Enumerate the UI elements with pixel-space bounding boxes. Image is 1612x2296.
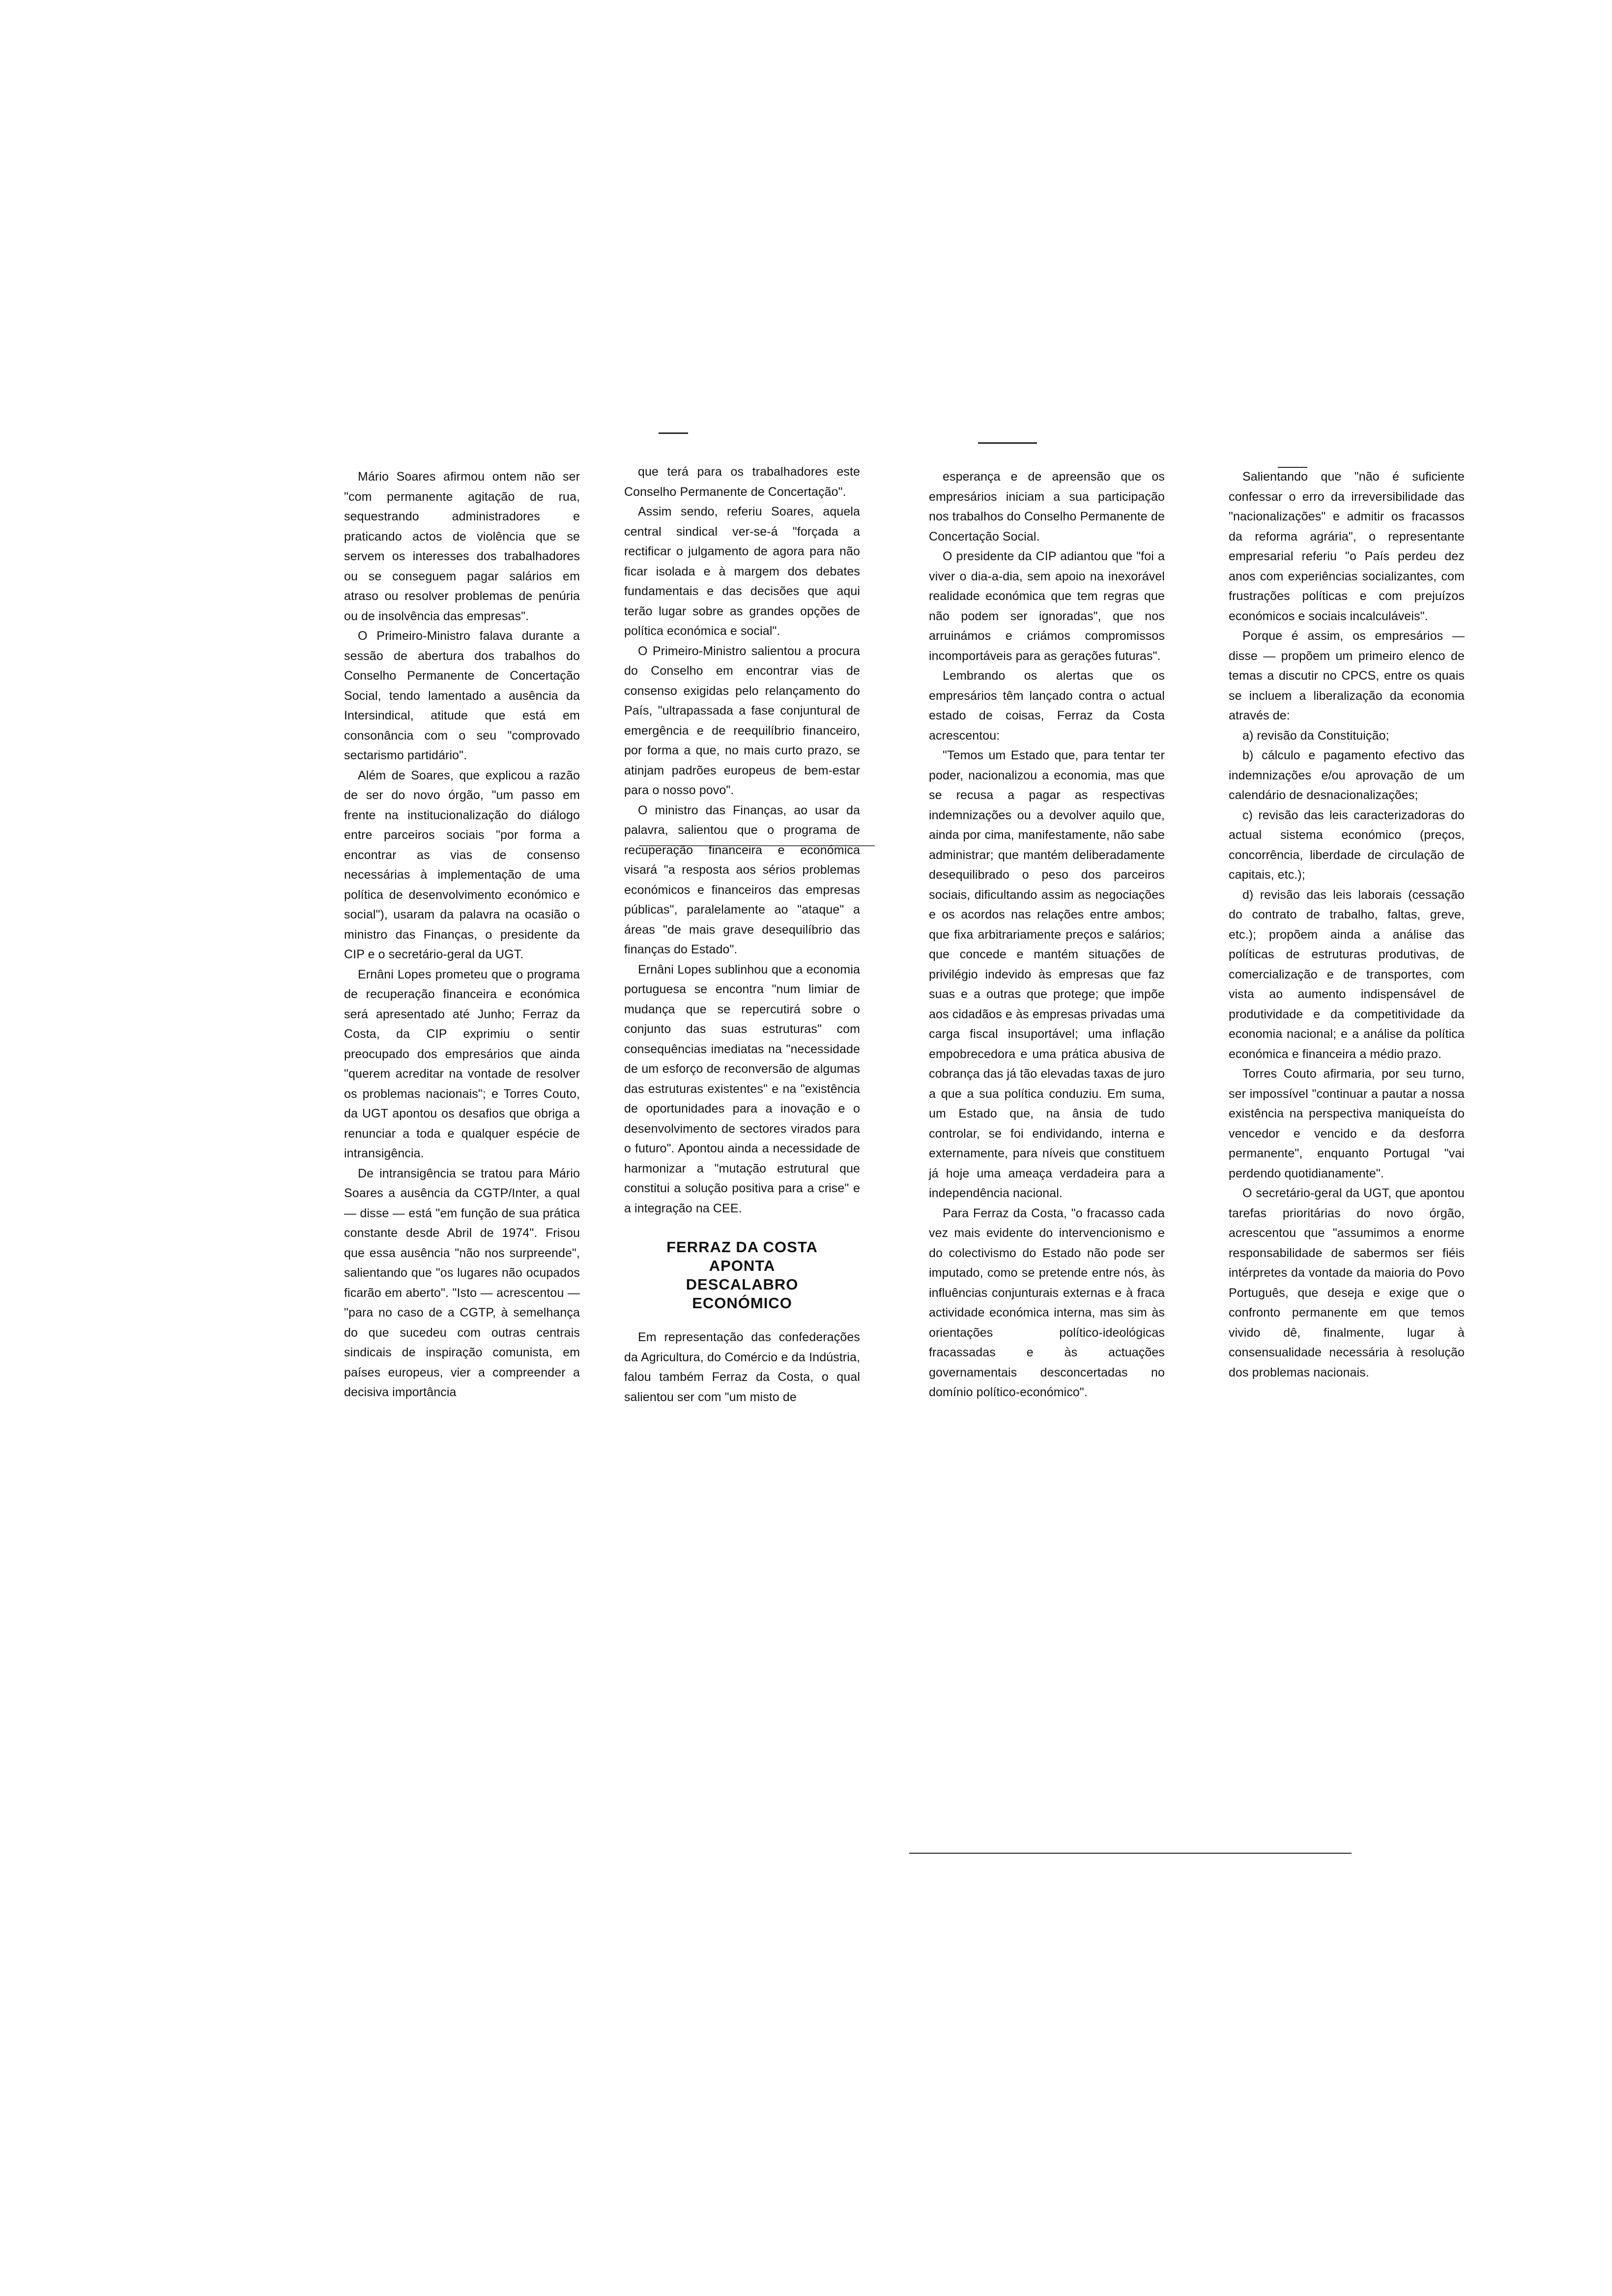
paragraph: De intransigência se tratou para Mário Soares a ausência da CGTP/Inter, a qual — disse — está "em função de sua prática constante desde Abril de 1974". Frisou que essa ausência "não nos surpreende", salientando que "os lugares não ocupados ficarão em aberto". "Isto — acrescentou — "para no caso de a CGTP, à semelhança do que sucedeu com outras centrais sindicais de inspiração comunista, em países europeus, vier a compreender a decisiva importância: [344, 1166, 580, 1399]
article-column-1: [344, 467, 580, 1403]
headline-line: DESCALABRO ECONÓMICO: [686, 1276, 799, 1312]
paragraph: O Primeiro-Ministro falava durante a sessão de abertura dos trabalhos do Conselho Permanente de Concertação Social, tendo lamentado a ausência da Intersindical, atitude que está em consonância com o seu "comprovado sectarismo partidário".: [344, 629, 580, 762]
list-item: b) cálculo e pagamento efectivo das indemnizações e/ou aprovação de um calendário de desnacionalizações;: [1229, 748, 1465, 802]
newspaper-clipping: [344, 423, 1465, 1877]
rule-bottom: [909, 1853, 1352, 1854]
paragraph: Ernâni Lopes prometeu que o programa de recuperação financeira e económica será apresentado até Junho; Ferraz da Costa, da CIP exprimiu o sentir preocupado dos empresários que ainda "querem acreditar na vontade de resolver os problemas nacionais"; e Torres Couto, da UGT apontou os desafios que obriga a renunciar a toda e qualquer espécie de intransigência.: [344, 967, 580, 1160]
paragraph: Lembrando os alertas que os empresários têm lançado contra o actual estado de coisas, Ferraz da Costa acrescentou:: [929, 669, 1165, 743]
paragraph: "Temos um Estado que, para tentar ter poder, nacionalizou a economia, mas que se recusa a pagar as respectivas indemnizações ou a devolver aquilo que, ainda por cima, manifestamente, não sabe administrar; que mantém deliberadamente desequilibrado o peso dos parceiros sociais, dificultando assim as negociações e os acordos nas relações entre ambos; que fixa arbitrariamente preços e salários; que concede e mantém situações de privilégio indevido às empresas que faz suas e a outras que protege; que impõe aos cidadãos e às empresas privadas uma carga fiscal insuportável; uma inflação empobrecedora e uma prática abusiva de cobrança das já tão elevadas taxas de juro a que a sua política conduziu. Em suma, um Estado que, na ânsia de tudo controlar, se foi endividando, interna e externamente, para níveis que constituem já hoje uma ameaça verdadeira para a independência nacional.: [929, 748, 1165, 1200]
paragraph: O presidente da CIP adiantou que "foi a viver o dia-a-dia, sem apoio na inexorável realidade económica que tem regras que não podem ser ignoradas", que nos arruinámos e criámos compromissos incomportáveis para as gerações futuras".: [929, 549, 1165, 663]
paragraph: Para Ferraz da Costa, "o fracasso cada vez mais evidente do intervencionismo e do colectivismo do Estado não pode ser imputado, como se pretende entre nós, às influências conjunturais externas e à fraca actividade económica interna, mas sim às orientações político-ideológicas fracassadas e às actuações governamentais desconcertadas no domínio político-económico".: [929, 1206, 1165, 1399]
paragraph: Porque é assim, os empresários — disse — propõem um primeiro elenco de temas a discutir no CPCS, entre os quais se incluem a liberalização da economia através de:: [1229, 629, 1465, 722]
list-item: a) revisão da Constituição;: [1242, 728, 1389, 743]
paragraph: Torres Couto afirmaria, por seu turno, ser impossível "continuar a pautar a nossa existência na perspectiva maniqueísta do vencedor e vencido e da desforra permanente", enquanto Portugal "vai perdendo quotidianamente".: [1229, 1067, 1465, 1180]
article-column-3: [929, 467, 1165, 1403]
section-headline: [639, 1238, 845, 1313]
rule-top-col2: [659, 432, 688, 434]
article-column-2: [624, 462, 860, 1407]
paragraph: O Primeiro-Ministro salientou a procura do Conselho em encontrar vias de consenso exigidas pelo relançamento do País, "ultrapassada a fase conjuntural de emergência e de reequilíbrio financeiro, por forma a que, no mais curto prazo, se atinjam padrões europeus de bem-estar para o nosso povo".: [624, 644, 860, 797]
paragraph: Ernâni Lopes sublinhou que a economia portuguesa se encontra "num limiar de mudança que se repercutirá sobre o conjunto das suas estruturas" com consequências imediatas na "necessidade de um esforço de reconversão de algumas das estruturas existentes" e na "existência de oportunidades para a inovação e o desenvolvimento de sectores virados para o futuro". Apontou ainda a necessidade de harmonizar a "mutação estrutural que constitui a solução positiva para a crise" e a integração na CEE.: [624, 962, 860, 1215]
article-column-4: [1229, 467, 1465, 1382]
paragraph: O ministro das Finanças, ao usar da palavra, salientou que o programa de recuperação financeira e económica visará "a resposta aos sérios problemas económicos e financeiros das empresas públicas", paralelamente ao "ataque" a áreas "de mais grave desequilíbrio das finanças do Estado".: [624, 803, 860, 956]
paragraph: Em representação das confederações da Agricultura, do Comércio e da Indústria, falou também Ferraz da Costa, o qual salientou ser com "um misto de: [624, 1330, 860, 1404]
paragraph: Mário Soares afirmou ontem não ser "com permanente agitação de rua, sequestrando administradores e praticando actos de violência que se servem os interesses dos trabalhadores ou se conseguem pagar salários em atraso ou resolver problemas de penúria ou de insolvência das empresas".: [344, 470, 580, 623]
headline-line: FERRAZ DA COSTA: [666, 1238, 818, 1256]
paragraph: que terá para os trabalhadores este Conselho Permanente de Concertação".: [624, 465, 860, 499]
rule-top-col3: [978, 442, 1037, 444]
paragraph: Salientando que "não é suficiente confessar o erro da irreversibilidade das "nacionalizações" e admitir os fracassos da reforma agrária", o representante empresarial referiu "o País perdeu dez anos com experiências socializantes, com frustrações políticas e com prejuízos económicos e sociais incalculáveis".: [1229, 470, 1465, 623]
list-item: c) revisão das leis caracterizadoras do actual sistema económico (preços, concorrência, liberdade de circulação de capitais, etc.);: [1229, 808, 1465, 882]
headline-line: APONTA: [709, 1257, 776, 1274]
paragraph: O secretário-geral da UGT, que apontou tarefas prioritárias do novo órgão, acrescentou que "assumimos a enorme responsabilidade de sabermos ser fiéis intérpretes da vontade da maioria do Povo Português, que deseja e exige que o confronto permanente em que temos vivido dê, finalmente, lugar à consensualidade necessária à resolução dos problemas nacionais.: [1229, 1186, 1465, 1379]
paragraph: esperança e de apreensão que os empresários iniciam a sua participação nos trabalhos do Conselho Permanente de Concertação Social.: [929, 470, 1165, 544]
paragraph: Além de Soares, que explicou a razão de ser do novo órgão, "um passo em frente na institucionalização do diálogo entre parceiros sociais "por forma a encontrar as vias de consenso necessárias à implementação de uma política de desenvolvimento económico e social"), usaram da palavra na ocasião o ministro das Finanças, o presidente da CIP e o secretário-geral da UGT.: [344, 768, 580, 961]
paragraph: Assim sendo, referiu Soares, aquela central sindical ver-se-á "forçada a rectificar o julgamento de agora para não ficar isolada e à margem dos debates fundamentais e das decisões que aqui terão lugar sobre as grandes opções de política económica e social".: [624, 505, 860, 638]
list-item: d) revisão das leis laborais (cessação do contrato de trabalho, faltas, greve, etc.); propõem ainda a análise das políticas de estruturas produtivas, de comercialização e de transportes, com vista ao aumento indispensável de produtividade e da competitividade da economia nacional; e a análise da política económica e financeira a médio prazo.: [1229, 888, 1465, 1061]
